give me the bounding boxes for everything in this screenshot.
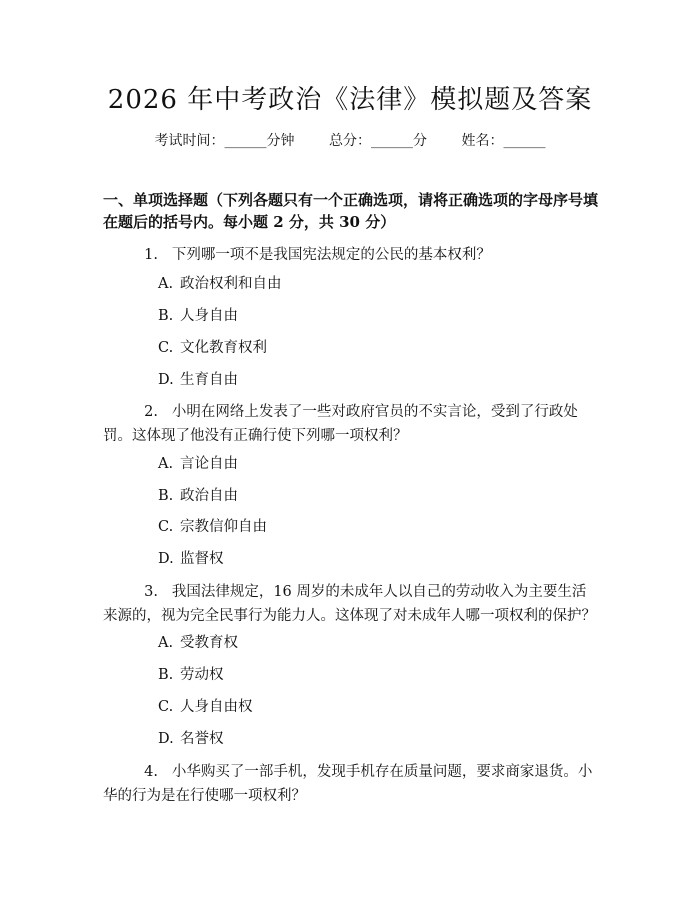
- option-text: 政治自由: [180, 488, 238, 504]
- question-text: 我国法律规定，16 周岁的未成年人以自己的劳动收入为主要生活来源的，视为完全民事行为能力人。这体现了对未成年人哪一项权利的保护？: [103, 584, 596, 624]
- option-letter: A.: [158, 635, 174, 651]
- option-3c: [158, 696, 253, 718]
- option-text: 政治权利和自由: [180, 276, 282, 292]
- option-letter: C.: [158, 340, 174, 356]
- exam-score: 总分：______分: [329, 133, 427, 149]
- option-text: 受教育权: [180, 635, 238, 651]
- option-text: 生育自由: [180, 372, 238, 388]
- option-2b: [158, 485, 238, 507]
- question-number: 4.: [144, 764, 158, 780]
- option-text: 文化教育权利: [180, 340, 267, 356]
- question-text: 小华购买了一部手机，发现手机存在质量问题，要求商家退货。小华的行为是在行使哪一项权利？: [103, 764, 593, 804]
- section-heading: 一、单项选择题（下列各题只有一个正确选项，请将正确选项的字母序号填在题后的括号内。每小题 2 分，共 30 分）: [103, 191, 599, 231]
- option-1b: [158, 305, 238, 327]
- option-text: 监督权: [180, 551, 224, 567]
- option-text: 名誉权: [180, 731, 224, 747]
- option-1a: [158, 273, 282, 295]
- question-1: [103, 243, 598, 267]
- option-letter: D.: [158, 372, 174, 388]
- option-2d: [158, 548, 224, 570]
- option-2a: [158, 453, 238, 475]
- option-letter: B.: [158, 667, 174, 683]
- option-text: 人身自由: [180, 308, 238, 324]
- question-number: 3.: [144, 584, 158, 600]
- option-text: 言论自由: [180, 456, 238, 472]
- option-text: 人身自由权: [180, 699, 253, 715]
- page-title: 2026 年中考政治《法律》模拟题及答案: [107, 85, 593, 115]
- option-letter: D.: [158, 731, 174, 747]
- option-3a: [158, 632, 238, 654]
- question-2: [103, 400, 598, 448]
- exam-meta: [0, 131, 700, 151]
- question-3: [103, 580, 598, 628]
- option-text: 劳动权: [180, 667, 224, 683]
- question-text: 小明在网络上发表了一些对政府官员的不实言论，受到了行政处罚。这体现了他没有正确行使下列哪一项权利？: [103, 404, 578, 444]
- option-2c: [158, 516, 267, 538]
- option-3b: [158, 664, 224, 686]
- option-text: 宗教信仰自由: [180, 519, 267, 535]
- question-text: 下列哪一项不是我国宪法规定的公民的基本权利？: [171, 247, 491, 263]
- option-letter: D.: [158, 551, 174, 567]
- question-number: 1.: [144, 247, 158, 263]
- option-letter: A.: [158, 456, 174, 472]
- question-4: [103, 760, 598, 808]
- option-letter: A.: [158, 276, 174, 292]
- question-number: 2.: [144, 404, 158, 420]
- option-1c: [158, 337, 267, 359]
- exam-time: 考试时间：______分钟: [154, 133, 295, 149]
- option-letter: B.: [158, 488, 174, 504]
- option-letter: C.: [158, 519, 174, 535]
- option-letter: B.: [158, 308, 174, 324]
- option-3d: [158, 728, 224, 750]
- student-name: 姓名：______: [461, 133, 546, 149]
- option-1d: [158, 369, 238, 391]
- option-letter: C.: [158, 699, 174, 715]
